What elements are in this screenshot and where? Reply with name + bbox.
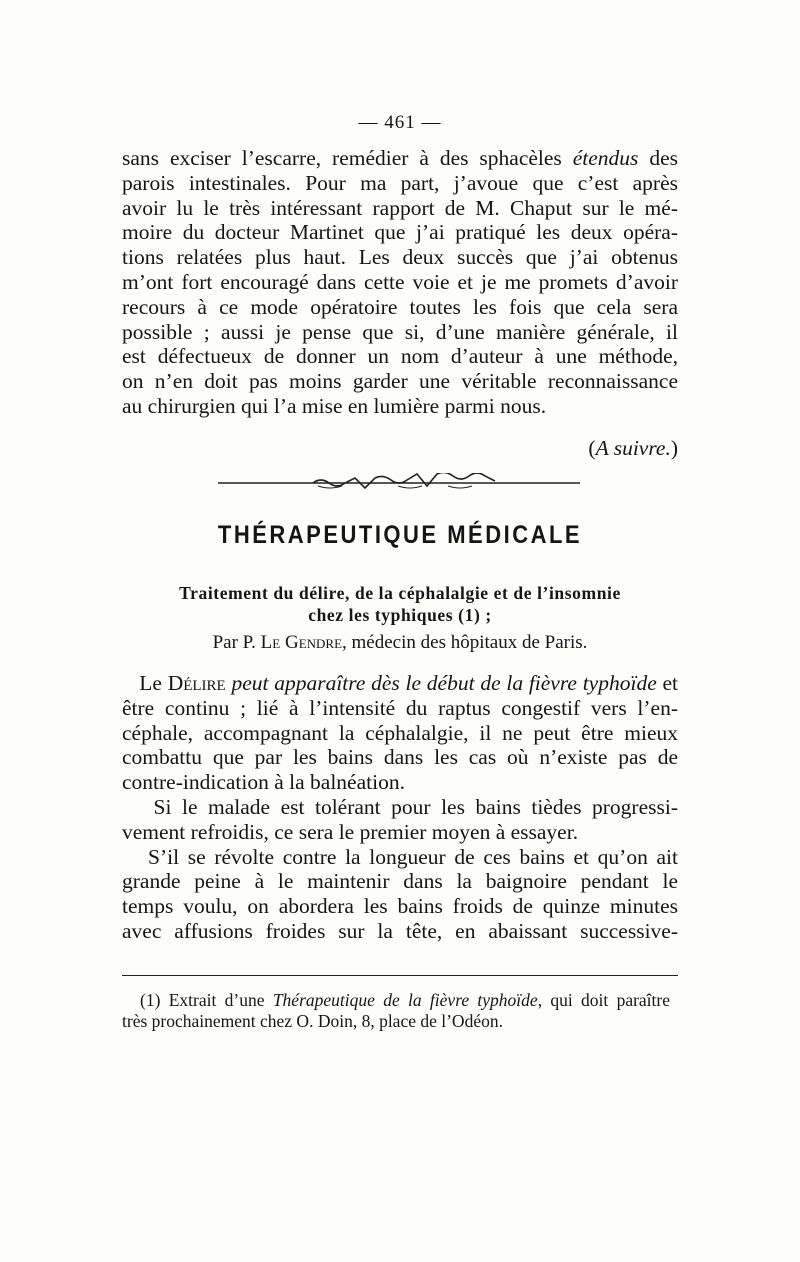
byline: Par P. Le Gendre, médecin des hôpitaux de Paris.	[212, 632, 588, 653]
footnote-rule	[122, 975, 678, 976]
text-line: combattu que par les bains dans les cas où n’existe pas de	[122, 745, 678, 770]
text-line: sans exciser l’escarre, remédier à des sphacèles étendus des	[122, 146, 678, 170]
text-line: recours à ce mode opératoire toutes les fois que cela sera	[122, 294, 678, 319]
text-line: temps voulu, on abordera les bains froids de quinze minutes	[122, 894, 678, 919]
text-line: Si le malade est tolérant pour les bains tièdes progressi-	[153, 794, 678, 819]
emphasis: étendus	[572, 146, 639, 170]
text-line: possible ; aussi je pense que si, d’une manière générale, il	[122, 319, 678, 344]
article-body	[122, 671, 678, 944]
section-title: THÉRAPEUTIQUE MÉDICALE	[217, 520, 583, 549]
page-number: — 461 —	[358, 112, 442, 133]
keyword: Délire	[167, 671, 226, 695]
footnote: (1) Extrait d’une Thérapeutique de la fièvre typhoïde, qui doit paraître	[140, 990, 670, 1010]
intro-paragraph	[122, 146, 678, 419]
text-line: est défectueux de donner un nom d’auteur à une méthode,	[122, 344, 678, 369]
article-title-line-2: chez les typhiques (1) ;	[308, 605, 492, 625]
text-line: on n’en doit pas moins garder une véritable reconnaissance	[122, 369, 678, 394]
footnote-line-2: très prochainement chez O. Doin, 8, place de l’Odéon.	[122, 1011, 503, 1031]
text-line: moire du docteur Martinet que j’ai pratiqué les deux opéra-	[122, 220, 678, 245]
text-line: vement refroidis, ce sera le premier moyen à essayer.	[122, 819, 579, 844]
text-line: parois intestinales. Pour ma part, j’avoue que c’est après	[122, 170, 678, 195]
article-title-line-1: Traitement du délire, de la céphalalgie et de l’insomnie	[179, 583, 621, 603]
text-line: avoir lu le très intéressant rapport de M. Chaput sur le mé-	[122, 195, 678, 220]
text-line: grande peine à le maintenir dans la baignoire pendant le	[122, 869, 678, 894]
text-line: S’il se révolte contre la longueur de ces bains et qu’on ait	[148, 844, 679, 869]
text-line: être continu ; lié à l’intensité du raptus congestif vers l’en-	[122, 695, 678, 720]
text-line: contre-indication à la balnéation.	[122, 770, 405, 795]
text-line: m’ont fort encouragé dans cette voie et je me promets d’avoir	[122, 269, 678, 294]
text-line: au chirurgien qui l’a mise en lumière parmi nous.	[122, 393, 547, 418]
text-line: céphale, accompagnant la céphalalgie, il ne peut être mieux	[122, 720, 678, 745]
text-line: tions relatées plus haut. Les deux succès que j’ai obtenus	[122, 245, 678, 270]
text-line: avec affusions froides sur la tête, en abaissant successive-	[122, 918, 678, 943]
to-be-continued: (A suivre.)	[588, 436, 678, 460]
ornamental-divider	[218, 473, 580, 493]
text-line: Le Délire peut apparaître dès le début de la fièvre typhoïde et	[139, 671, 679, 695]
